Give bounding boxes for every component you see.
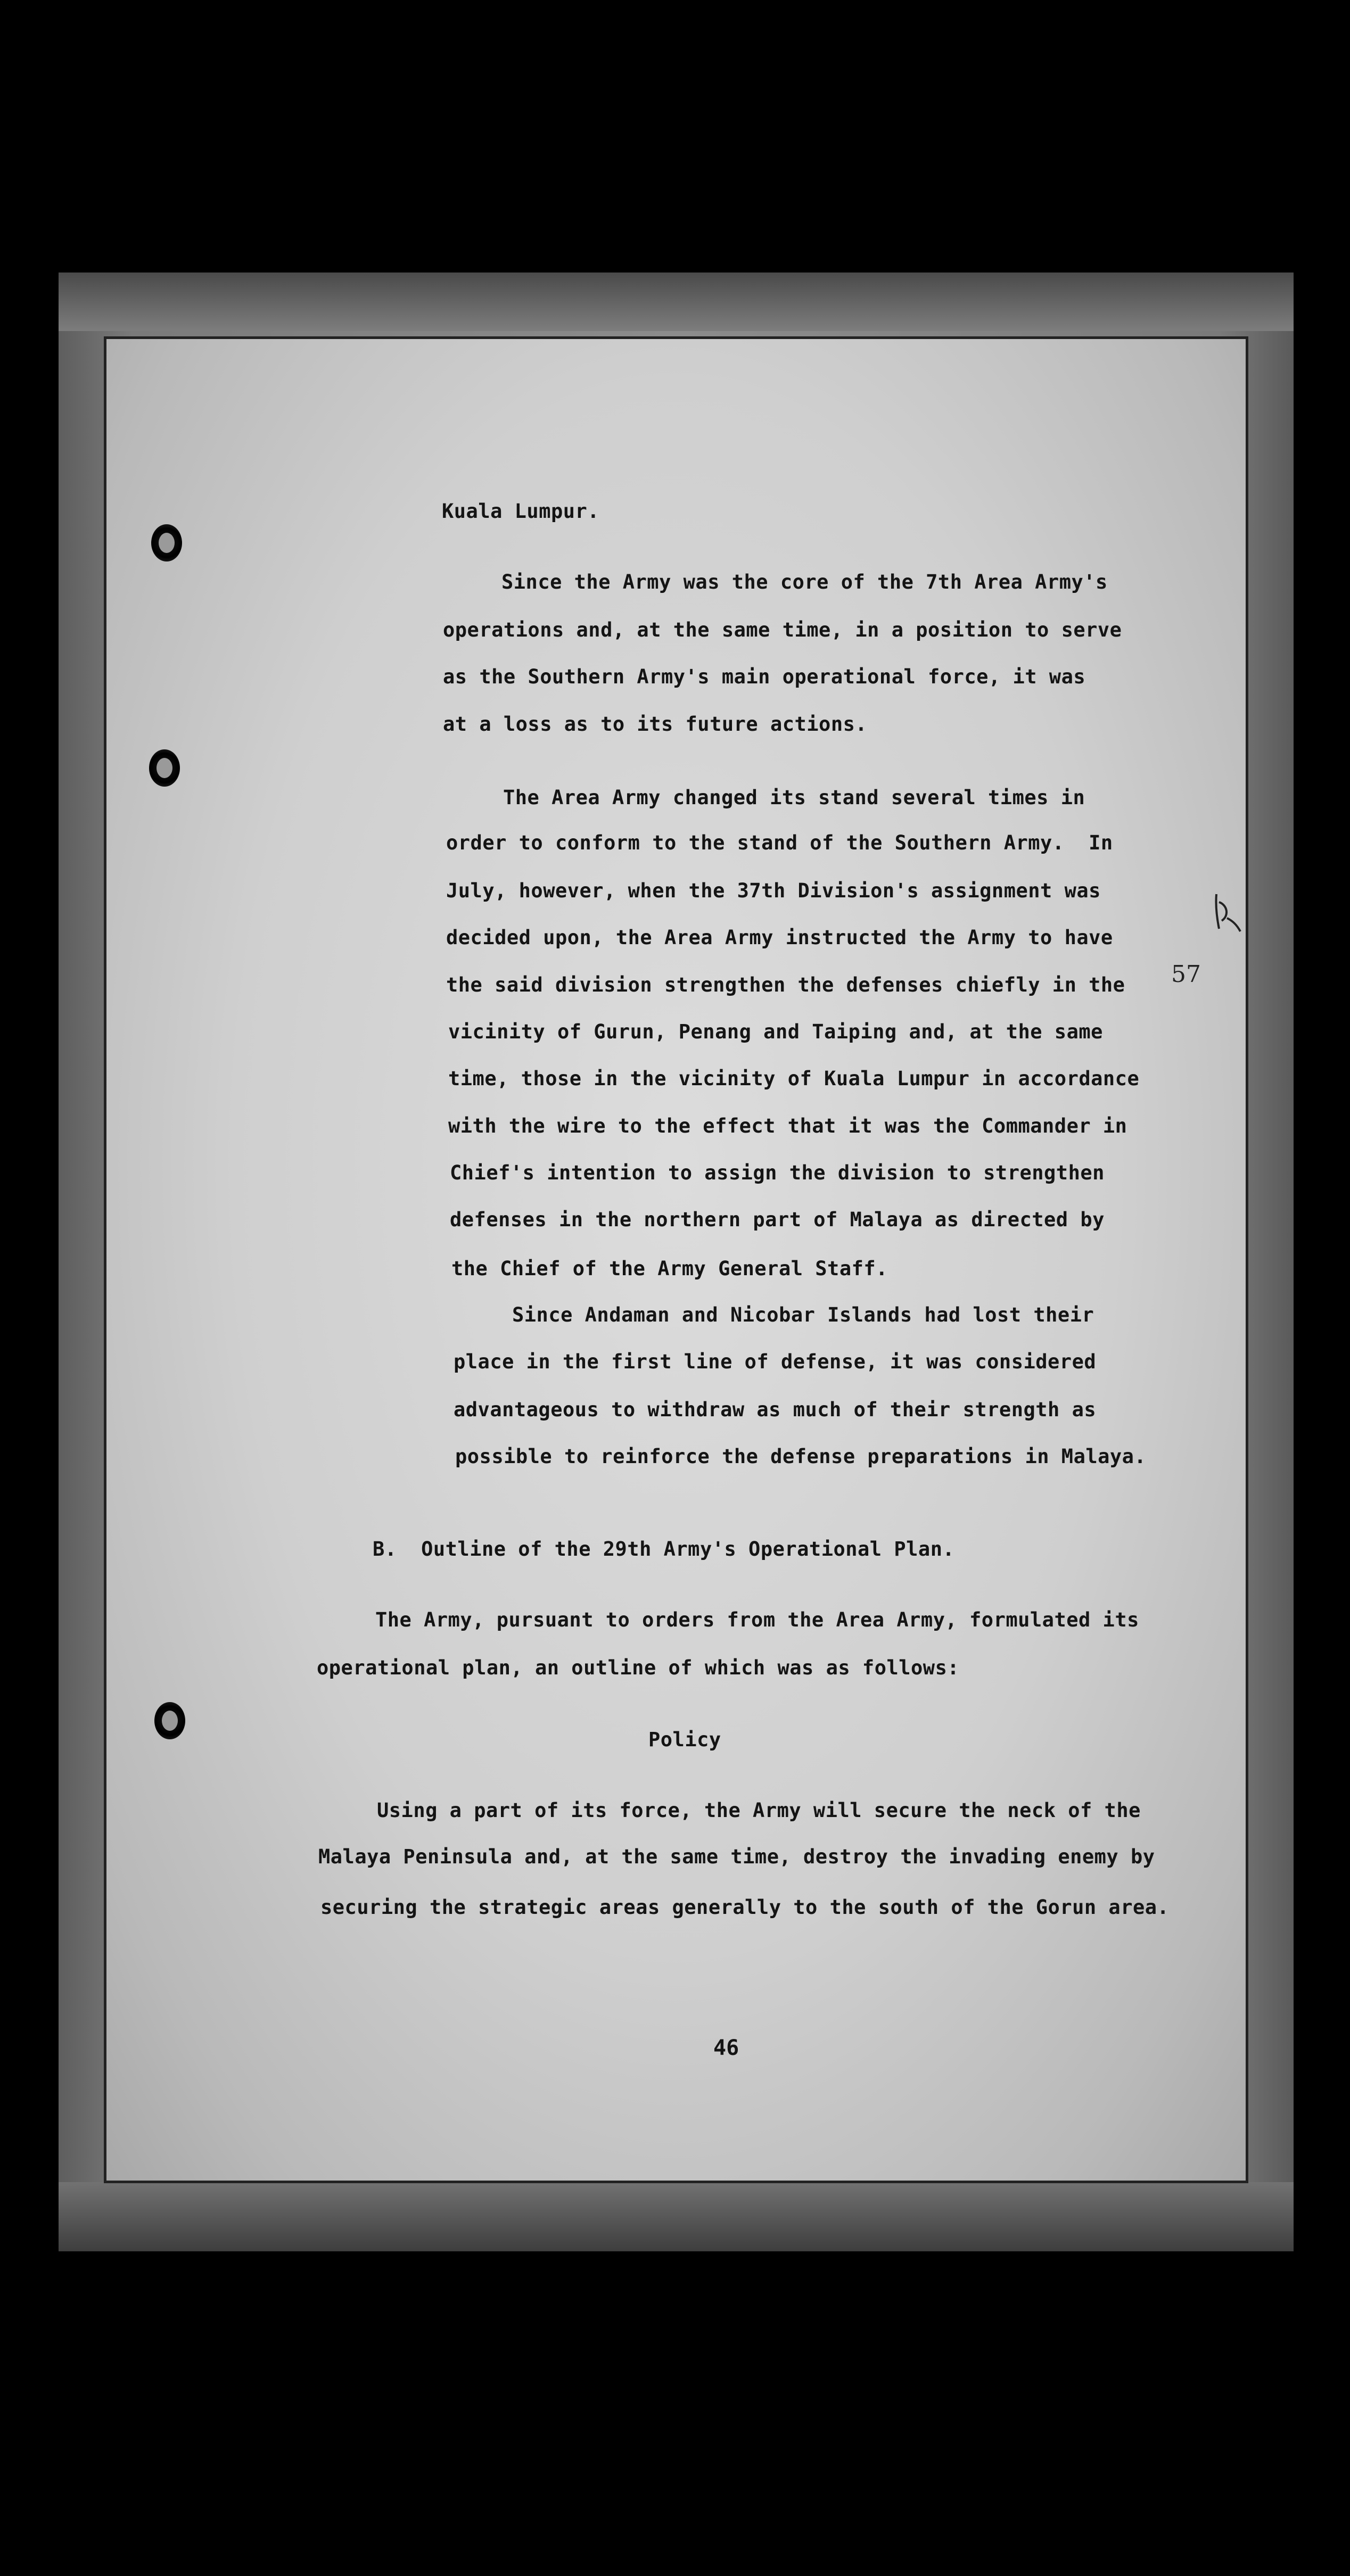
punch-hole-top (151, 524, 182, 562)
text-line: the said division strengthen the defenses chiefly in the (446, 973, 1125, 996)
text-line: defenses in the northern part of Malaya as directed by (450, 1208, 1105, 1231)
text-line: July, however, when the 37th Division's assignment was (446, 879, 1101, 902)
page-number: 46 (713, 2036, 739, 2060)
text-line: at a loss as to its future actions. (443, 713, 868, 736)
punch-hole-center (157, 758, 172, 778)
section-heading: B. Outline of the 29th Army's Operational Plan. (373, 1538, 955, 1561)
text-line: operations and, at the same time, in a position to serve (443, 618, 1122, 641)
text-line: decided upon, the Area Army instructed the Army to have (446, 926, 1113, 949)
text-line: place in the first line of defense, it was considered (454, 1350, 1097, 1373)
text-line: Malaya Peninsula and, at the same time, destroy the invading enemy by (318, 1845, 1155, 1868)
text-line: vicinity of Gurun, Penang and Taiping and, at the same (448, 1020, 1103, 1043)
text-line: Since Andaman and Nicobar Islands had lost their (512, 1303, 1094, 1326)
text-line: Kuala Lumpur. (442, 500, 600, 523)
text-line: Chief's intention to assign the division to strengthen (450, 1161, 1105, 1184)
text-line: Using a part of its force, the Army will secure the neck of the (377, 1799, 1141, 1822)
text-line: The Area Army changed its stand several times in (503, 786, 1085, 809)
punch-hole-middle (149, 749, 180, 787)
text-line: with the wire to the effect that it was the Commander in (448, 1114, 1127, 1137)
text-line: order to conform to the stand of the Southern Army. In (446, 831, 1113, 854)
margin-note: 57 (1171, 961, 1201, 988)
text-line: advantageous to withdraw as much of their strength as (454, 1398, 1097, 1421)
punch-hole-bottom (154, 1702, 185, 1739)
punch-hole-center (159, 533, 175, 553)
pen-mark-icon (1211, 891, 1243, 934)
text-line: possible to reinforce the defense preparations in Malaya. (455, 1445, 1147, 1468)
punch-hole-center (162, 1711, 178, 1731)
text-line: time, those in the vicinity of Kuala Lumpur in accordance (448, 1067, 1140, 1090)
text-line: the Chief of the Army General Staff. (451, 1257, 888, 1280)
text-line: The Army, pursuant to orders from the Area Army, formulated its (375, 1608, 1139, 1631)
text-line: operational plan, an outline of which was as follows: (317, 1656, 960, 1679)
text-line: Since the Army was the core of the 7th Area Army's (501, 571, 1108, 593)
text-line: as the Southern Army's main operational force, it was (443, 665, 1086, 688)
text-line: securing the strategic areas generally to the south of the Gorun area. (320, 1896, 1170, 1919)
policy-heading: Policy (648, 1728, 721, 1751)
